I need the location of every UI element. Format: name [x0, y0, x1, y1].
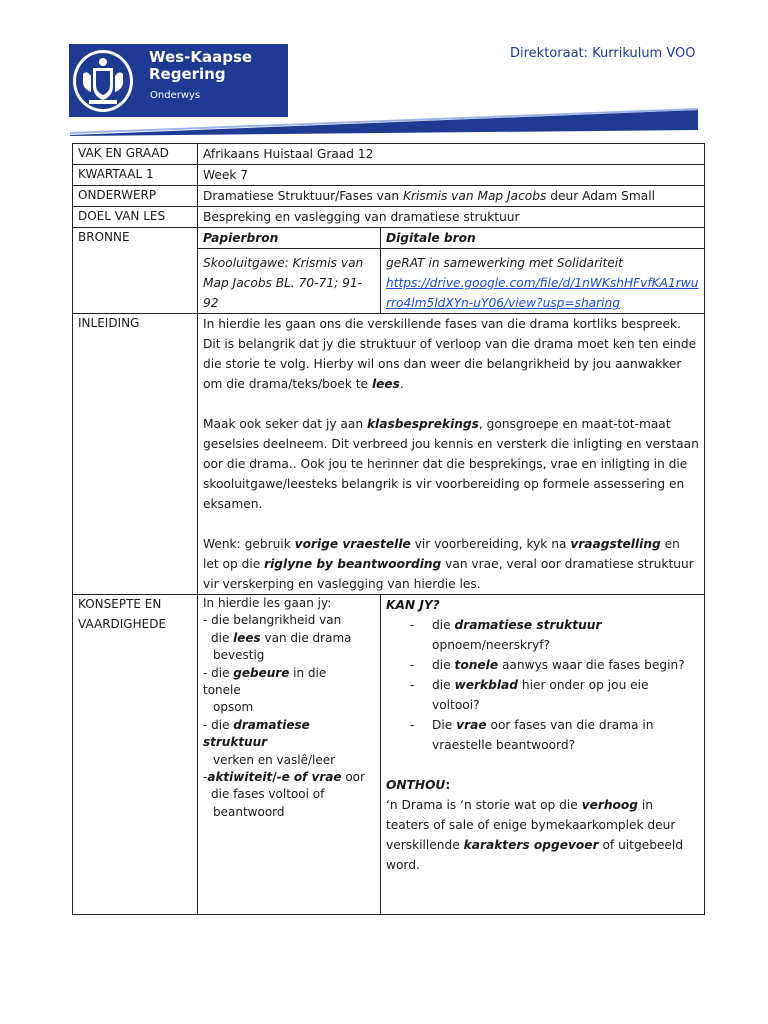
value-inleiding [198, 314, 705, 595]
intro-p3-f: riglyne by beantwoording [264, 557, 442, 571]
row-inleiding [73, 314, 705, 595]
kan-jy-cell [381, 595, 705, 915]
intro-paragraph-2 [203, 414, 699, 514]
skill-4-line-2: die fases voltooi of [211, 787, 325, 802]
kan-jy-item [386, 675, 699, 715]
digital-source-link[interactable]: https://drive.google.com/file/d/1nWKshHFvfKA1rwurro4lm5ldXYn-uY06/view?usp=sharing [386, 276, 699, 310]
lesson-plan-table [72, 143, 705, 915]
intro-p3-b: vorige vraestelle [294, 537, 411, 551]
label-onderwerp: ONDERWERP [73, 186, 198, 207]
row-vak [73, 144, 705, 165]
onthou-heading [386, 775, 699, 795]
intro-p3-g: van vrae, veral oor dramatiese struktuur vir verskerping en vaslegging van hierdie les. [203, 557, 694, 591]
kan-jy-item [386, 715, 699, 755]
intro-paragraph-3 [203, 534, 699, 594]
label-bronne: BRONNE [73, 228, 198, 314]
skill-3-line-2: verken en vaslê/leer [213, 752, 336, 767]
paper-source-text: Skooluitgawe: Krismis van Map Jacobs BL. 70-71; 91-92 [198, 249, 381, 314]
row-kwartaal [73, 165, 705, 186]
header-stripe [70, 108, 698, 136]
skill-2-post: in die [289, 665, 327, 680]
intro-p1-end: . [399, 377, 404, 391]
skill-1-post: van die drama [260, 630, 352, 645]
intro-p3-c: vir voorbereiding, kyk na [410, 537, 571, 551]
coat-of-arms-icon [71, 48, 135, 114]
label-doel: DOEL VAN LES [73, 207, 198, 228]
onthou-d: karakters opgevoer [463, 838, 599, 852]
skill-1-line-1: - die belangrikheid van [203, 613, 342, 628]
skill-1-bold: lees [233, 630, 261, 645]
k3-bold: werkblad [454, 678, 518, 692]
skill-4-line-1 [203, 769, 375, 786]
kan-jy-item [386, 655, 699, 675]
skill-3-line-1 [203, 717, 375, 752]
k2-bold: tonele [454, 658, 499, 672]
onthou-b: verhoog [581, 798, 639, 812]
skill-2-pre: - die [203, 665, 234, 680]
onthou-a: ‘n Drama is ‘n storie wat op die [386, 798, 582, 812]
skills-list [198, 595, 381, 915]
label-konsepte: KONSEPTE EN VAARDIGHEDE [73, 595, 198, 915]
kan-jy-list [386, 615, 699, 755]
skills-intro: In hierdie les gaan jy: [203, 596, 332, 610]
digital-source-cell [381, 249, 705, 314]
k2-post: aanwys waar die fases begin? [498, 658, 685, 672]
k4-bold: vrae [456, 718, 487, 732]
onderwerp-author: deur Adam Small [546, 189, 655, 203]
skill-2-bold: gebeure [233, 665, 290, 680]
k1-bold: dramatiese struktuur [454, 618, 602, 632]
skill-2-line-2: tonele [203, 683, 241, 698]
k1-pre: die [432, 618, 455, 632]
skill-4-bold2: -e of vrae [276, 770, 342, 785]
label-kwartaal: KWARTAAL 1 [73, 165, 198, 186]
logo-title: Wes-Kaapse Regering [149, 48, 253, 83]
onthou-colon: : [445, 778, 451, 792]
skill-2-line-3: opsom [213, 700, 254, 715]
kan-jy-item [386, 615, 699, 655]
intro-p3-d: vraagstelling [570, 537, 661, 551]
value-kwartaal: Week 7 [198, 165, 705, 186]
onderwerp-title: Krismis van Map Jacobs [402, 189, 547, 203]
directorate-label: Direktoraat: Kurrikulum VOO [510, 46, 696, 61]
skill-3-pre: - die [203, 717, 234, 732]
intro-p2-text: Maak ook seker dat jy aan [203, 417, 367, 431]
value-doel: Bespreking en vaslegging van dramatiese struktuur [198, 207, 705, 228]
k1-post: opnoem/neerskryf? [432, 638, 550, 652]
skill-4-pre: - [203, 770, 208, 785]
wcg-logo [69, 44, 288, 117]
intro-p1-emph: lees [371, 377, 400, 391]
onthou-e: of uitgebeeld word. [386, 838, 684, 872]
value-vak: Afrikaans Huistaal Graad 12 [198, 144, 705, 165]
row-doel [73, 207, 705, 228]
k3-pre: die [432, 678, 455, 692]
onderwerp-text: Dramatiese Struktuur/Fases van [203, 189, 403, 203]
row-onderwerp [73, 186, 705, 207]
k4-pre: Die [432, 718, 457, 732]
skill-4-bold: aktiwiteit [207, 770, 273, 785]
intro-p2-end: , gonsgroepe en maat-tot-maat geselsies deelneem. Dit verbreed jou kennis en versterk die inligting en verstaan oor die drama.. Ook jou te herinner dat die besprekings, vrae en inligting in die skooluitgawe/leesteks belangrik is vir voorbereiding op formele assessering en eksamen. [203, 417, 699, 511]
intro-p3-e: en let op die [203, 537, 680, 571]
k4-post: oor fases van die drama in vraestelle beantwoord? [432, 718, 654, 752]
intro-p3-a: Wenk: gebruik [203, 537, 295, 551]
intro-p1-text: In hierdie les gaan ons die verskillende fases van die drama kortliks bespreek. Dit is belangrik dat jy die struktuur of verloop van die drama moet ken ten einde die storie te volg. Hierby wil ons dan weer die belangrikheid by jou aanwakker om die drama/teks/boek te [203, 317, 697, 391]
label-inleiding: INLEIDING [73, 314, 198, 595]
digital-source-text: geRAT in samewerking met Solidariteit [386, 256, 623, 270]
row-bronne-header [73, 228, 705, 249]
value-onderwerp [198, 186, 705, 207]
onthou-word: ONTHOU [386, 778, 446, 792]
skill-1-line-3: bevestig [213, 648, 265, 663]
skill-4-mid: / [272, 770, 277, 785]
onthou-text [386, 795, 699, 875]
paper-source-header: Papierbron [198, 228, 381, 249]
onthou-c: in teaters of sale of enige bymekaarkomplek deur verskillende [386, 798, 676, 852]
row-konsepte [73, 595, 705, 915]
skill-3-bold: dramatiese struktuur [203, 717, 310, 750]
skill-1-pre: die [211, 630, 234, 645]
logo-subtitle: Onderwys [150, 90, 201, 101]
skill-4-line-3: beantwoord [213, 804, 285, 819]
skill-2-line-1 [203, 665, 375, 682]
skill-1-line-2 [203, 630, 375, 647]
k2-pre: die [432, 658, 455, 672]
kan-jy-heading: KAN JY? [386, 598, 440, 612]
label-vak: VAK EN GRAAD [73, 144, 198, 165]
skill-4-post: oor [341, 770, 365, 785]
digital-source-header: Digitale bron [381, 228, 705, 249]
k3-post: hier onder op jou eie voltooi? [432, 678, 649, 712]
intro-paragraph-1 [203, 314, 699, 394]
intro-p2-emph: klasbesprekings [366, 417, 479, 431]
